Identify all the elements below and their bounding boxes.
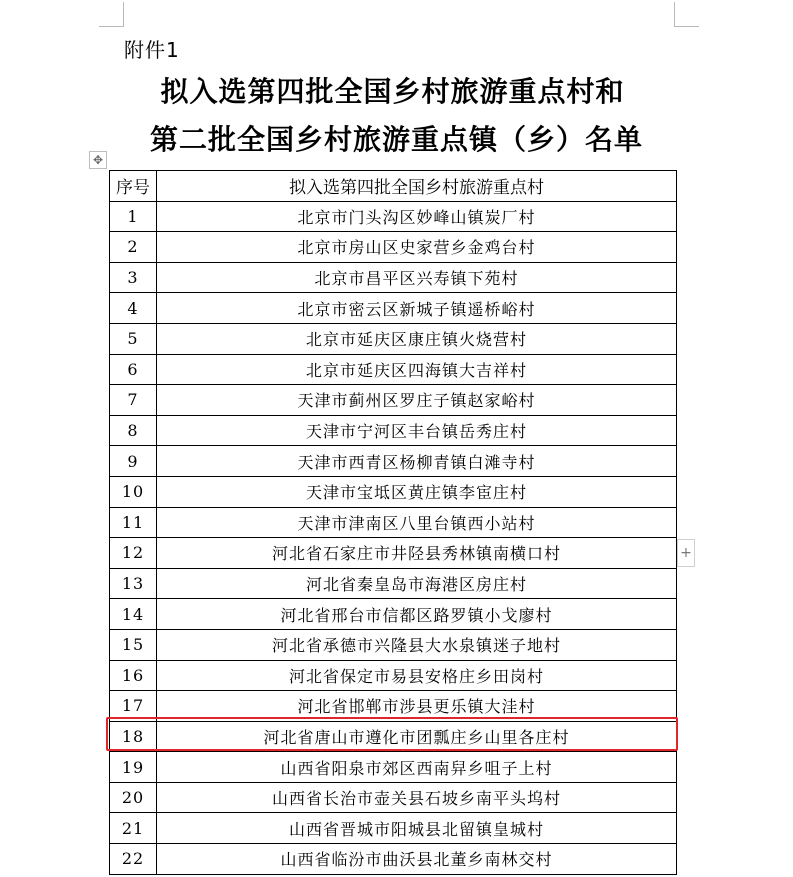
row-number-cell: 17 xyxy=(110,691,157,722)
village-name-cell: 河北省保定市易县安格庄乡田岗村 xyxy=(157,660,677,691)
table-row xyxy=(110,782,677,813)
row-number-cell: 20 xyxy=(110,782,157,813)
row-number-cell: 8 xyxy=(110,415,157,446)
row-number-cell: 5 xyxy=(110,323,157,354)
village-name-cell: 山西省晋城市阳城县北留镇皇城村 xyxy=(157,813,677,844)
table-row xyxy=(110,354,677,385)
row-number-cell: 11 xyxy=(110,507,157,538)
row-number-cell: 1 xyxy=(110,201,157,232)
village-name-cell: 河北省秦皇岛市海港区房庄村 xyxy=(157,568,677,599)
table-row xyxy=(110,599,677,630)
village-name-cell: 北京市延庆区康庄镇火烧营村 xyxy=(157,323,677,354)
village-name-cell: 山西省阳泉市郊区西南舁乡咀子上村 xyxy=(157,752,677,783)
table-row xyxy=(110,232,677,263)
row-number-cell: 14 xyxy=(110,599,157,630)
row-number-cell: 19 xyxy=(110,752,157,783)
table-row xyxy=(110,476,677,507)
village-name-cell: 北京市门头沟区妙峰山镇炭厂村 xyxy=(157,201,677,232)
row-number-cell: 15 xyxy=(110,629,157,660)
table-row xyxy=(110,844,677,875)
row-number-cell: 18 xyxy=(110,721,157,752)
table-row xyxy=(110,721,677,752)
crop-mark-top-right xyxy=(674,2,699,27)
table-row xyxy=(110,385,677,416)
table-row xyxy=(110,813,677,844)
row-number-cell: 6 xyxy=(110,354,157,385)
village-name-cell: 河北省唐山市遵化市团瓢庄乡山里各庄村 xyxy=(157,721,677,752)
row-number-cell: 12 xyxy=(110,538,157,569)
table-row xyxy=(110,691,677,722)
row-number-cell: 3 xyxy=(110,262,157,293)
row-number-cell: 2 xyxy=(110,232,157,263)
village-name-cell: 河北省邯郸市涉县更乐镇大洼村 xyxy=(157,691,677,722)
row-number-cell: 22 xyxy=(110,844,157,875)
village-name-cell: 山西省长治市壶关县石坡乡南平头坞村 xyxy=(157,782,677,813)
row-number-cell: 21 xyxy=(110,813,157,844)
table-row xyxy=(110,629,677,660)
table-row xyxy=(110,262,677,293)
village-name-cell: 河北省石家庄市井陉县秀林镇南横口村 xyxy=(157,538,677,569)
table-row xyxy=(110,507,677,538)
row-number-cell: 16 xyxy=(110,660,157,691)
row-number-cell: 9 xyxy=(110,446,157,477)
village-name-cell: 天津市津南区八里台镇西小站村 xyxy=(157,507,677,538)
column-header-number: 序号 xyxy=(110,171,157,202)
attachment-label: 附件1 xyxy=(124,38,180,62)
table-row xyxy=(110,415,677,446)
table-row xyxy=(110,293,677,324)
table-row xyxy=(110,568,677,599)
village-name-cell: 北京市昌平区兴寿镇下苑村 xyxy=(157,262,677,293)
add-row-plus-icon[interactable]: + xyxy=(677,539,695,567)
table-row xyxy=(110,660,677,691)
row-number-cell: 7 xyxy=(110,385,157,416)
village-name-cell: 天津市蓟州区罗庄子镇赵家峪村 xyxy=(157,385,677,416)
village-name-cell: 山西省临汾市曲沃县北董乡南林交村 xyxy=(157,844,677,875)
crop-mark-top-left xyxy=(99,2,124,27)
row-number-cell: 10 xyxy=(110,476,157,507)
row-number-cell: 13 xyxy=(110,568,157,599)
table-header-row xyxy=(110,171,677,202)
village-name-cell: 北京市房山区史家营乡金鸡台村 xyxy=(157,232,677,263)
table-row xyxy=(110,752,677,783)
table-row xyxy=(110,446,677,477)
village-name-cell: 北京市密云区新城子镇遥桥峪村 xyxy=(157,293,677,324)
column-header-village: 拟入选第四批全国乡村旅游重点村 xyxy=(157,171,677,202)
village-name-cell: 河北省承德市兴隆县大水泉镇迷子地村 xyxy=(157,629,677,660)
table-move-icon[interactable]: ✥ xyxy=(89,151,107,169)
village-name-cell: 天津市宝坻区黄庄镇李宦庄村 xyxy=(157,476,677,507)
table-row xyxy=(110,538,677,569)
row-number-cell: 4 xyxy=(110,293,157,324)
village-name-cell: 天津市西青区杨柳青镇白滩寺村 xyxy=(157,446,677,477)
village-name-cell: 河北省邢台市信都区路罗镇小戈廖村 xyxy=(157,599,677,630)
table-row xyxy=(110,323,677,354)
table-row xyxy=(110,201,677,232)
village-table xyxy=(109,170,677,875)
document-title-line-2: 第二批全国乡村旅游重点镇（乡）名单 xyxy=(149,123,643,156)
village-name-cell: 天津市宁河区丰台镇岳秀庄村 xyxy=(157,415,677,446)
village-name-cell: 北京市延庆区四海镇大吉祥村 xyxy=(157,354,677,385)
document-title-line-1: 拟入选第四批全国乡村旅游重点村和 xyxy=(160,75,625,108)
